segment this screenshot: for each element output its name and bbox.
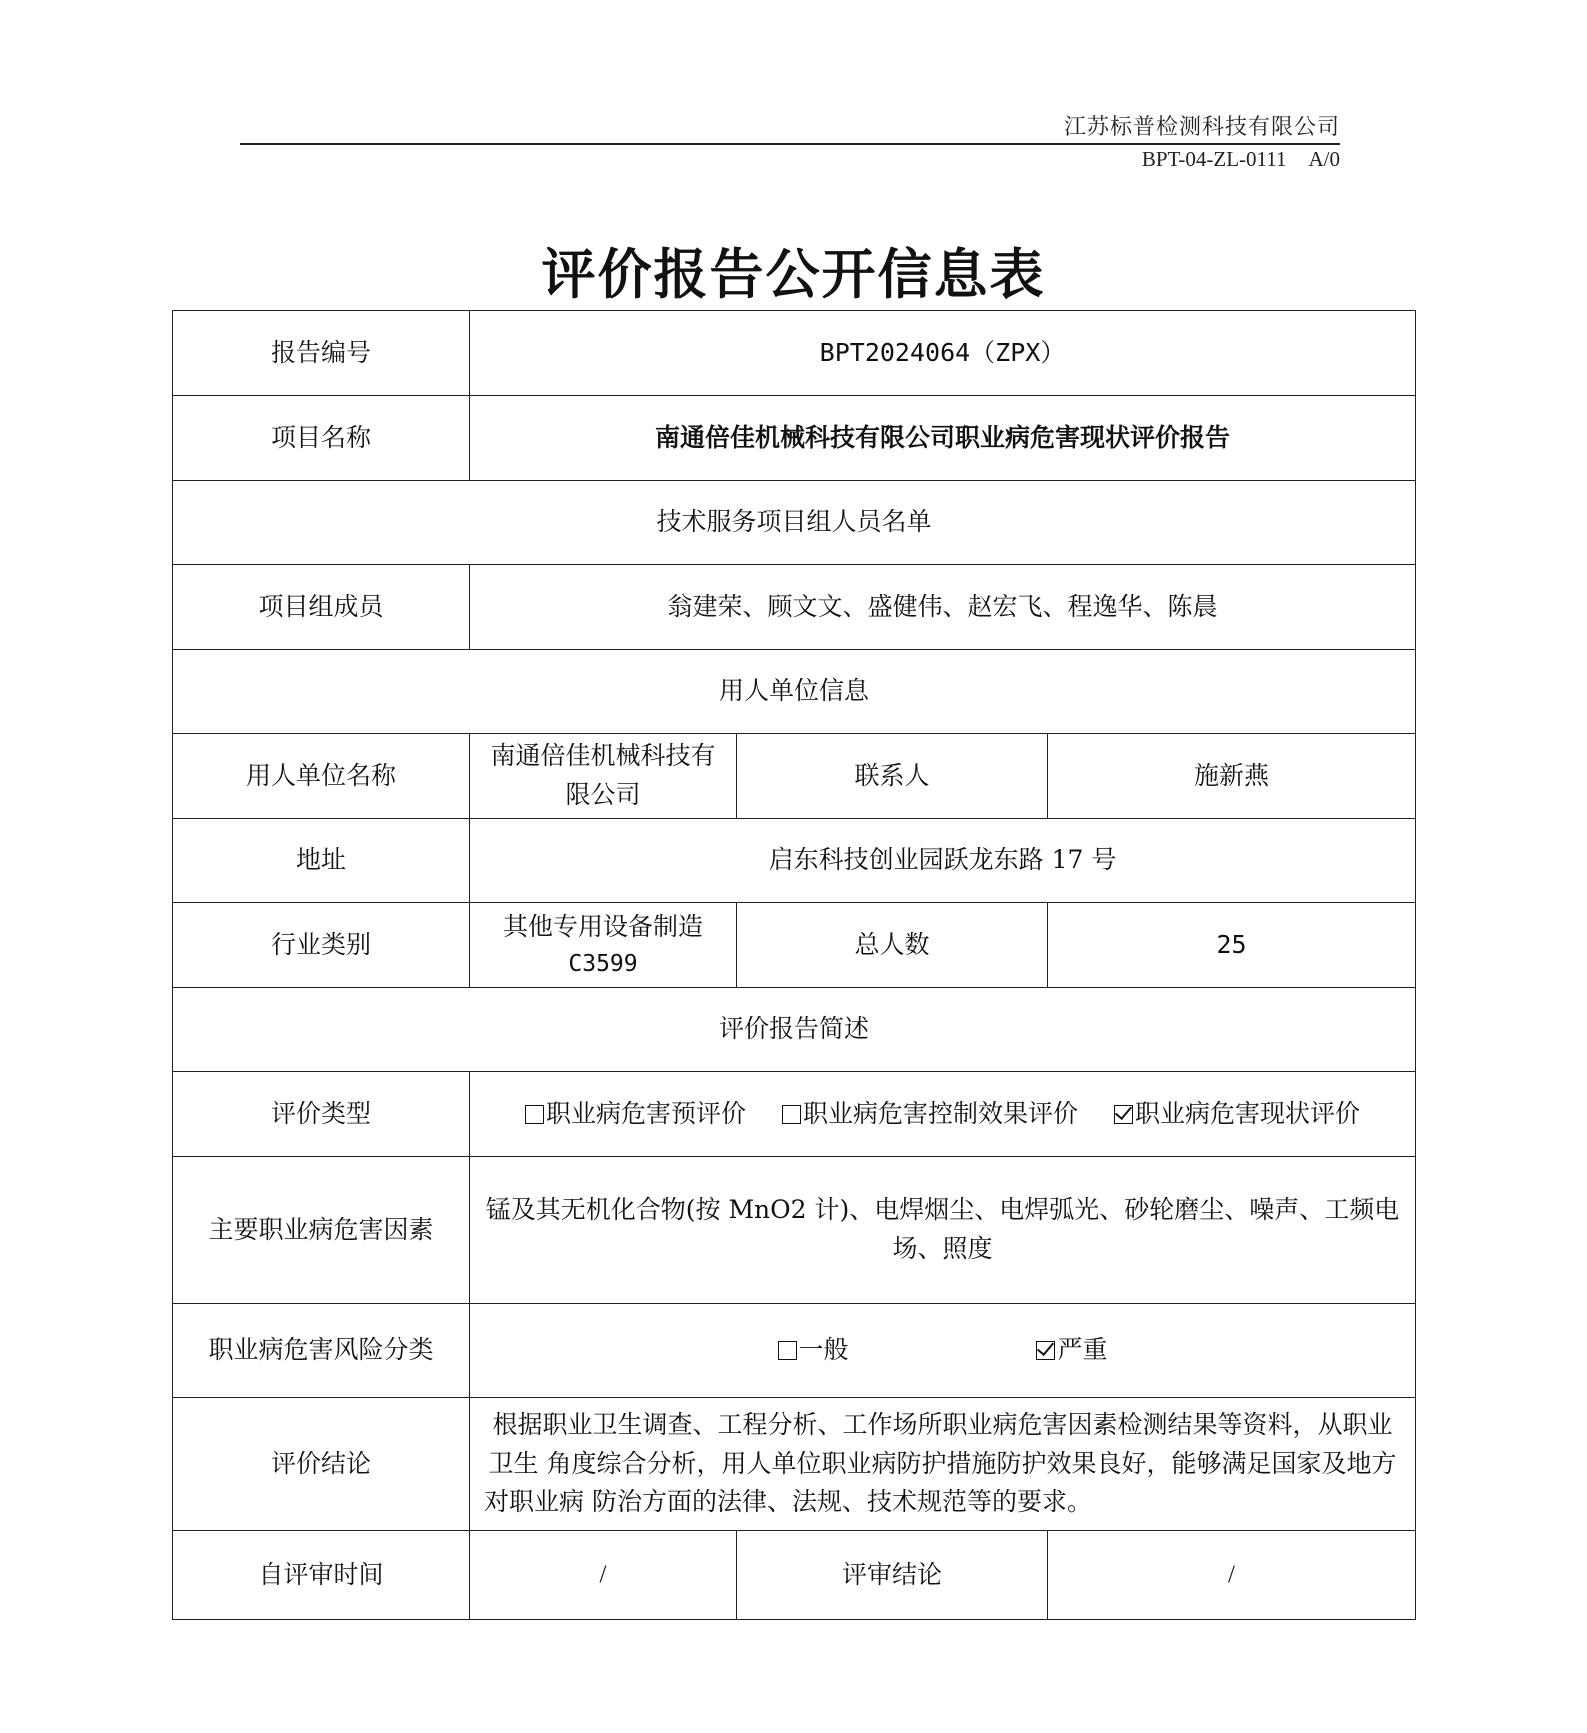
industry-label: 行业类别 <box>173 903 470 988</box>
checkbox-checked-icon[interactable] <box>1114 1105 1133 1124</box>
industry-value <box>470 903 737 988</box>
employer-section-title: 用人单位信息 <box>173 650 1416 734</box>
row-conclusion <box>173 1398 1416 1531</box>
row-hazards <box>173 1157 1416 1304</box>
row-team-members <box>173 565 1416 650</box>
summary-section-title: 评价报告简述 <box>173 988 1416 1072</box>
evaluation-type-label: 评价类型 <box>173 1072 470 1157</box>
evaluation-type-options <box>470 1072 1416 1157</box>
row-employer-section <box>173 650 1416 734</box>
evaluation-type-control-effect[interactable] <box>782 1099 1078 1128</box>
review-conclusion-label: 评审结论 <box>737 1531 1048 1620</box>
company-name: 江苏标普检测科技有限公司 <box>1063 115 1340 140</box>
evaluation-type-pre[interactable] <box>525 1099 746 1128</box>
conclusion-label: 评价结论 <box>173 1398 470 1531</box>
header-rule <box>240 143 1340 145</box>
risk-class-options <box>470 1304 1416 1398</box>
contact-value: 施新燕 <box>1048 734 1416 819</box>
checkbox-icon[interactable] <box>782 1105 801 1124</box>
evaluation-type-control-effect-label: 职业病危害控制效果评价 <box>803 1098 1079 1128</box>
info-form-table <box>172 310 1416 1620</box>
report-number-label: 报告编号 <box>173 311 470 396</box>
row-industry <box>173 903 1416 988</box>
row-report-number <box>173 311 1416 396</box>
project-name-label: 项目名称 <box>173 396 470 481</box>
industry-value-name: 其他专用设备制造 <box>502 911 703 941</box>
risk-class-general[interactable] <box>778 1335 849 1364</box>
team-members-value: 翁建荣、顾文文、盛健伟、赵宏飞、程逸华、陈晨 <box>470 565 1416 650</box>
row-team-section <box>173 481 1416 565</box>
risk-class-label: 职业病危害风险分类 <box>173 1304 470 1398</box>
row-address <box>173 819 1416 903</box>
self-review-time-label: 自评审时间 <box>173 1531 470 1620</box>
address-value: 启东科技创业园跃龙东路 17 号 <box>470 819 1416 903</box>
row-evaluation-type <box>173 1072 1416 1157</box>
conclusion-value: 根据职业卫生调查、工程分析、工作场所职业病危害因素检测结果等资料，从职业卫生 角度综合分析，用人单位职业病防护措施防护效果良好，能够满足国家及地方对职业病 防治方面的法律、法规、技术规范等的要求。 <box>470 1398 1416 1531</box>
contact-label: 联系人 <box>737 734 1048 819</box>
hazards-value: 锰及其无机化合物(按 MnO2 计)、电焊烟尘、电焊弧光、砂轮磨尘、噪声、工频电场、照度 <box>470 1157 1416 1304</box>
headcount-value: 25 <box>1048 903 1416 988</box>
row-project-name <box>173 396 1416 481</box>
checkbox-icon[interactable] <box>525 1105 544 1124</box>
report-number-value: BPT2024064（ZPX） <box>470 311 1416 396</box>
headcount-label: 总人数 <box>737 903 1048 988</box>
page-title: 评价报告公开信息表 <box>541 242 1046 306</box>
checkbox-checked-icon[interactable] <box>1036 1341 1055 1360</box>
risk-class-general-label: 一般 <box>798 1335 849 1365</box>
row-risk-class <box>173 1304 1416 1398</box>
row-summary-section <box>173 988 1416 1072</box>
team-section-title: 技术服务项目组人员名单 <box>173 481 1416 565</box>
risk-class-serious-label: 严重 <box>1057 1335 1108 1365</box>
document-code-number: BPT-04-ZL-0111 <box>1141 147 1287 171</box>
employer-name-value: 南通倍佳机械科技有限公司 <box>470 734 737 819</box>
employer-name-label: 用人单位名称 <box>173 734 470 819</box>
evaluation-type-pre-label: 职业病危害预评价 <box>546 1098 747 1128</box>
project-name-value: 南通倍佳机械科技有限公司职业病危害现状评价报告 <box>470 396 1416 481</box>
risk-class-serious[interactable] <box>1036 1335 1107 1364</box>
row-self-review <box>173 1531 1416 1620</box>
review-conclusion-value: / <box>1048 1531 1416 1620</box>
industry-value-code: C3599 <box>568 950 638 977</box>
self-review-time-value: / <box>470 1531 737 1620</box>
team-members-label: 项目组成员 <box>173 565 470 650</box>
evaluation-type-current-status[interactable] <box>1114 1099 1360 1128</box>
evaluation-type-current-status-label: 职业病危害现状评价 <box>1134 1098 1360 1128</box>
checkbox-icon[interactable] <box>778 1341 797 1360</box>
hazards-label: 主要职业病危害因素 <box>173 1157 470 1304</box>
row-employer-name <box>173 734 1416 819</box>
document-code <box>1142 147 1340 172</box>
document-version: A/0 <box>1308 147 1340 171</box>
address-label: 地址 <box>173 819 470 903</box>
